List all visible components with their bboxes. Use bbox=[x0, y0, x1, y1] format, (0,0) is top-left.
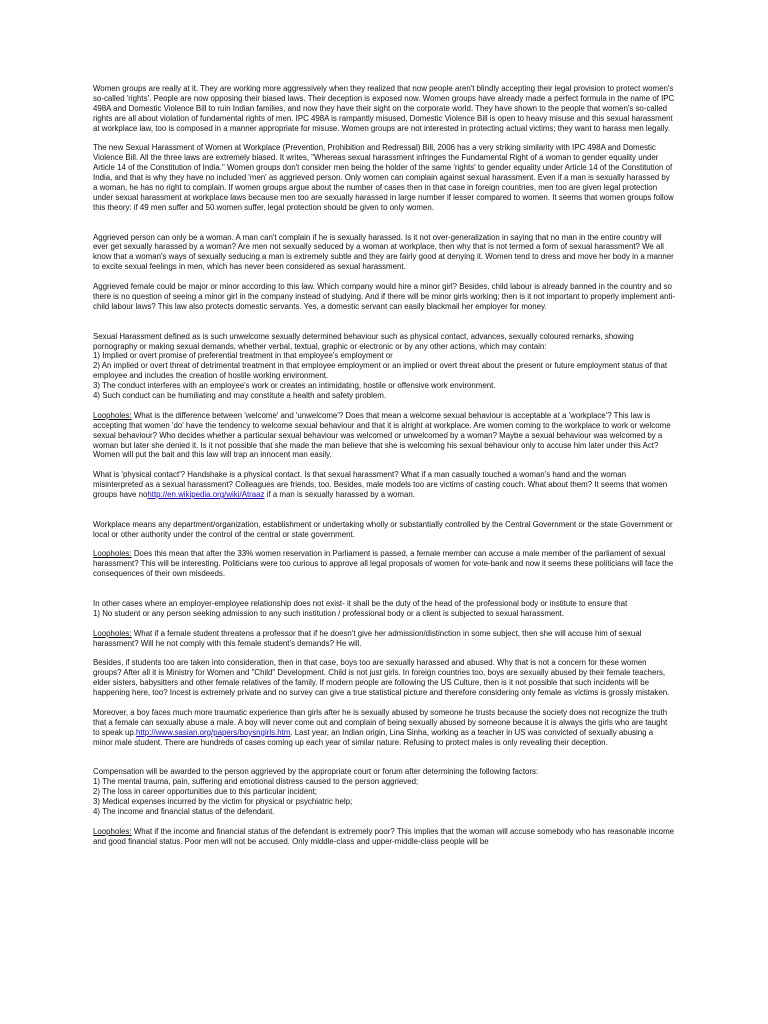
workplace-paragraph: Workplace means any department/organization, establishment or undertaking wholly or substantially controlled by the Central Government or the state Government or local or other authority under the control of the central or state government. bbox=[93, 519, 673, 539]
loopholes-label: Loopholes: bbox=[93, 628, 132, 638]
loopholes-text: What if a female student threatens a professor that if he doesn't give her admission/distinction in some subject, then she will accuse him of sexual harassment? Will he not comply with this female student's demands? He will. bbox=[93, 628, 642, 648]
compensation-item: 4) The income and financial status of the defendant. bbox=[93, 806, 275, 816]
compensation-item: 3) Medical expenses incurred by the victim for physical or psychiatric help; bbox=[93, 797, 353, 807]
employer-item: 1) No student or any person seeking admission to any such institution / professional body or a client is subjected to sexual harassment. bbox=[93, 608, 565, 618]
loopholes-label: Loopholes: bbox=[93, 826, 132, 836]
spacer bbox=[93, 500, 675, 520]
spacer bbox=[93, 817, 675, 827]
loopholes-text: What if the income and financial status of the defendant is extremely poor? This implies that the woman will accuse somebody who has reasonable income and good financial status. Poor men will not be accused. Only middle-class and upper-middle-class people will be bbox=[93, 826, 675, 846]
paragraph-text: . Last year, an Indian origin, Lina Sinha, working as a teacher in US was convicted of sexually abusing a minor male student. There are hundreds of cases coming up each year of similar nature. Refusing to protect males is only revealing their deception. bbox=[93, 727, 654, 747]
spacer bbox=[93, 460, 675, 470]
loopholes-paragraph bbox=[93, 549, 675, 579]
spacer bbox=[93, 649, 675, 659]
aggrieved-person-paragraph: Aggrieved person can only be a woman. A man can't complain if he is sexually harassed. Is it not over-generalization in saying that no man in the entire country will ever get sexually harassed by a woman? Are men not sexually seduced by a woman at workplace, then why that is not termed a form of sexual harassment? We all know that a woman's ways of sexually seducing a man is extremely subtle and they are fairly good at denying it. Women tend to dress and move her body in a manner to excite sexual feelings in men, which has never been considered as sexual harassment. bbox=[93, 232, 674, 272]
spacer bbox=[93, 134, 675, 144]
aggrieved-female-paragraph: Aggrieved female could be major or minor according to this law. Which company would hire a minor girl? Besides, child labour is already banned in the country and so there is no question of seeing a minor girl in the company instead of studying. And if there will be minor girls working; then is it not important to properly implement anti-child labour laws? This law also protects domestic servants. Yes, a domestic servant can easily blackmail her employer for money. bbox=[93, 282, 676, 311]
definition-paragraph: Sexual Harassment defined as is such unwelcome sexually determined behaviour such as physical contact, advances, sexually coloured remarks, showing pornography or making sexual demands, whether verbal, textual, graphic or electronic or by any other actions, which may contain: bbox=[93, 331, 634, 351]
document-body bbox=[93, 84, 675, 847]
paragraph-text: Moreover, a boy faces much more traumatic experience than girls after he is sexually abused by someone he trusts because the society does not recognize the truth that a female can sexually abuse a male. A boy will never come out and complain of being sexually abused by someone because it is always the girls who are taught to speak up. bbox=[93, 707, 668, 737]
definition-item: 4) Such conduct can be humiliating and may constitute a health and safety problem. bbox=[93, 391, 387, 401]
spacer bbox=[93, 698, 675, 708]
spacer bbox=[93, 748, 675, 768]
spacer bbox=[93, 619, 675, 629]
definition-item: 3) The conduct interferes with an employee's work or creates an intimidating, hostile or offensive work environment. bbox=[93, 381, 496, 391]
employer-paragraph: In other cases where an employer-employee relationship does not exist- it shall be the duty of the head of the professional body or institute to ensure that bbox=[93, 598, 628, 608]
wikipedia-link[interactable]: http://en.wikipedia.org/wiki/Atraaz bbox=[147, 490, 265, 500]
spacer bbox=[93, 213, 675, 233]
loopholes-paragraph bbox=[93, 827, 675, 847]
intro-paragraph: Women groups are really at it. They are working more aggressively when they realized that now people aren't blindly accepting their legal provision to protect women's so-called 'rights'. People are now opposing their biased laws. Their deception is exposed now. Women groups have already made a perfect formula in the name of IPC 498A and Domestic Violence Bill to ruin Indian families, and now they have their sight on the corporate world. They have shown to the people that women's so-called rights are all about violation of fundamental rights of men. IPC 498A is rampantly misused, Domestic Violence Bill is open to heavy misuse and this sexual harassment at workplace law, too is composed in a manner appropriate for misuse. Women groups are not interested in protecting actual victims; they want to harass men legally. bbox=[93, 84, 675, 133]
spacer bbox=[93, 540, 675, 550]
physical-contact-paragraph bbox=[93, 470, 675, 500]
students-paragraph: Besides, if students too are taken into consideration, then in that case, boys too are sexually harassed and abused. Why that is not a concern for these women groups? After all it is Ministry for Women and "Child" Development. Child is not just girls. In foreign countries too, boys are sexually abused by their female teachers, elder sisters, babysitters and other female relatives of the family. If modern people are following the US Culture, then is it not possible that such incidents will be happening here, too? Incest is extremely private and no survey can give a true statistical picture and therefore considering only female as victims is grossly mistaken. bbox=[93, 658, 670, 698]
compensation-paragraph: Compensation will be awarded to the person aggrieved by the appropriate court or forum after determining the following factors: bbox=[93, 767, 539, 777]
sasian-link[interactable]: http://www.sasian.org/papers/boysngirls.htm bbox=[136, 727, 291, 737]
loopholes-text: Does this mean that after the 33% women reservation in Parliament is passed, a female member can accuse a male member of the parliament of sexual harassment? This will be interesting. Politicians were too curious to approve all legal proposals of women for vote-bank and now it seems these politicians will face the consequences of their own misdeeds. bbox=[93, 549, 674, 579]
spacer bbox=[93, 272, 675, 282]
definition-item: 1) Implied or overt promise of preferential treatment in that employee's employment or bbox=[93, 351, 393, 361]
loopholes-text: What is the difference between 'welcome' and 'unwelcome'? Does that mean a welcome sexual behaviour is acceptable at a 'workplace'? This law is accepting that women 'do' have the tendency to welcome sexual behaviour and that it is alright at workplace. Are women coming to the workplace to work or welcome sexual behaviour? Who decides whether a particular sexual behaviour was welcomed or unwelcomed by a woman? Maybe a sexual behaviour was welcomed by a woman but later she denied it. Is it not possible that she made the man believe that she is welcoming his sexual behaviour only to accuse him later under this Act? Women will put the bait and this law will trap an innocent man easily. bbox=[93, 410, 671, 460]
paragraph-text: if a man is sexually harassed by a woman. bbox=[264, 490, 415, 500]
spacer bbox=[93, 312, 675, 332]
loopholes-label: Loopholes: bbox=[93, 410, 132, 420]
loopholes-paragraph bbox=[93, 629, 675, 649]
spacer bbox=[93, 579, 675, 599]
loopholes-label: Loopholes: bbox=[93, 549, 132, 559]
boy-trauma-paragraph bbox=[93, 708, 675, 748]
bill-paragraph: The new Sexual Harassment of Women at Workplace (Prevention, Prohibition and Redressal) Bill, 2006 has a very striking similarity with IPC 498A and Domestic Violence Bill. All the three laws are extremely biased. It writes, "Whereas sexual harassment infringes the Fundamental Right of a woman to gender equality under Article 14 of the Constitution of India." Women groups don't consider men being the holder of the same 'rights' to gender equality under Article 14 of the Constitution of India, and that is why they have no included 'men' as aggrieved person. Only women can complain against sexual harassment. Even if a man is sexually harassed by a woman, he has no right to complain. If women groups argue about the number of cases then in that case in foreign countries, men too are given legal protection under sexual harassment at workplace laws because men too are sexually harassed in large number if lesser compared to women. It seems that women groups follow this theory: if 49 men suffer and 50 women suffer, legal protection should be given to only women. bbox=[93, 143, 674, 212]
loopholes-paragraph bbox=[93, 411, 675, 461]
compensation-item: 1) The mental trauma, pain, suffering and emotional distress caused to the person aggrieved; bbox=[93, 777, 419, 787]
compensation-item: 2) The loss in career opportunities due to this particular incident; bbox=[93, 787, 317, 797]
paragraph-text: What is 'physical contact'? Handshake is a physical contact. Is that sexual harassment? What if a man casually touched a woman's hand and the woman misinterpreted as a sexual harassment? Colleagues are friends, too. Besides, male models too are victims of casting couch. What about them? It seems that women groups have no bbox=[93, 470, 668, 500]
definition-item: 2) An implied or overt threat of detrimental treatment in that employee employment or an implied or overt threat about the present or future employment status of that employee and includes the creation of hostile working environment. bbox=[93, 361, 668, 381]
spacer bbox=[93, 401, 675, 411]
